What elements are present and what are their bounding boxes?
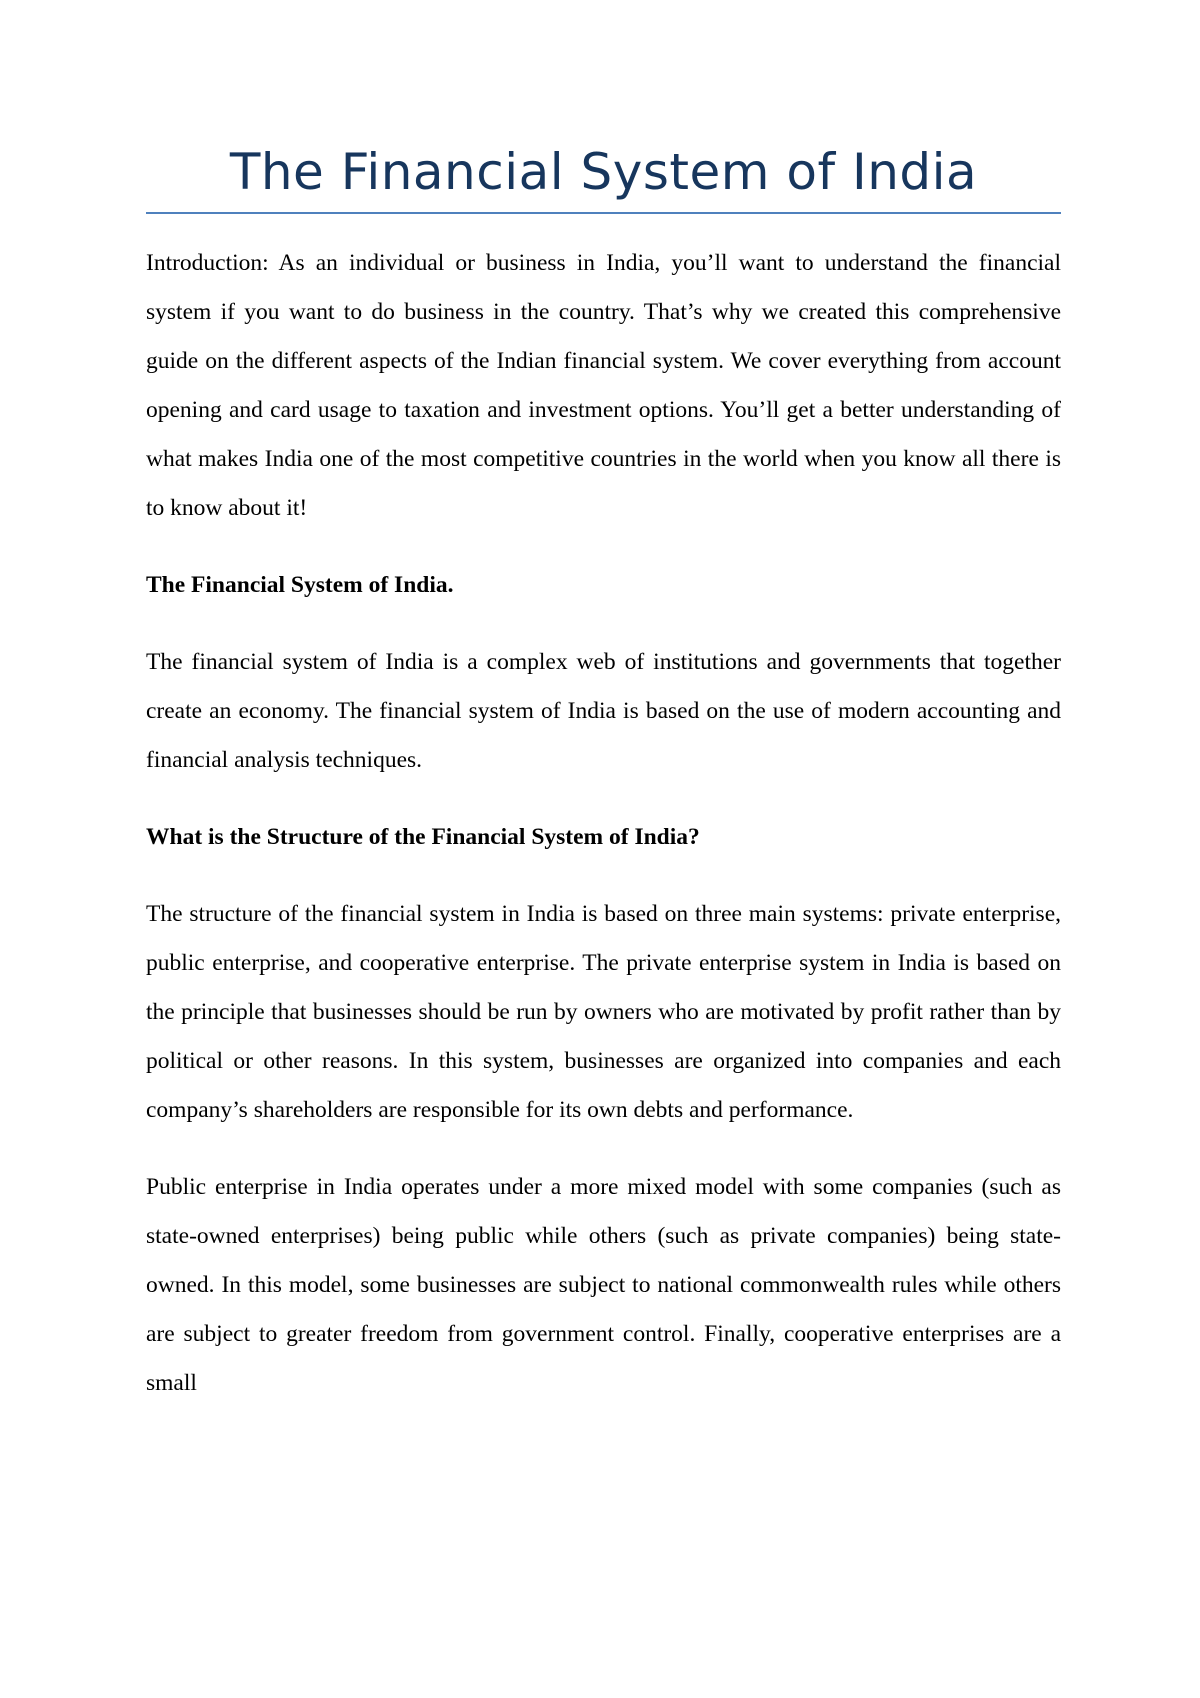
section-paragraph-financial-system: The financial system of India is a complex web of institutions and governments that together create an economy. The financial system of India is based on the use of modern accounting and financial analysis techniques. (146, 649, 1061, 773)
section-heading-structure: What is the Structure of the Financial System of India? (146, 824, 700, 850)
section-paragraph-structure: The structure of the financial system in India is based on three main systems: private enterprise, public enterprise, and cooperative enterprise. The private enterprise system in India is based on the principle that businesses should be run by owners who are motivated by profit rather than by political or other reasons. In this system, businesses are organized into companies and each company’s shareholders are responsible for its own debts and performance. (146, 901, 1061, 1123)
intro-paragraph: Introduction: As an individual or business in India, you’ll want to understand the financial system if you want to do business in the country. That’s why we created this comprehensive guide on the different aspects of the Indian financial system. We cover everything from account opening and card usage to taxation and investment options. You’ll get a better understanding of what makes India one of the most competitive countries in the world when you know all there is to know about it! (146, 250, 1061, 521)
document-content (146, 140, 1061, 1408)
section-heading-financial-system: The Financial System of India. (146, 572, 454, 598)
section-paragraph-public-enterprise: Public enterprise in India operates under a more mixed model with some companies (such as state-owned enterprises) being public while others (such as private companies) being state-owned. In this model, some businesses are subject to national commonwealth rules while others are subject to greater freedom from government control. Finally, cooperative enterprises are a small (146, 1174, 1061, 1396)
document-title: The Financial System of India (146, 140, 1061, 214)
